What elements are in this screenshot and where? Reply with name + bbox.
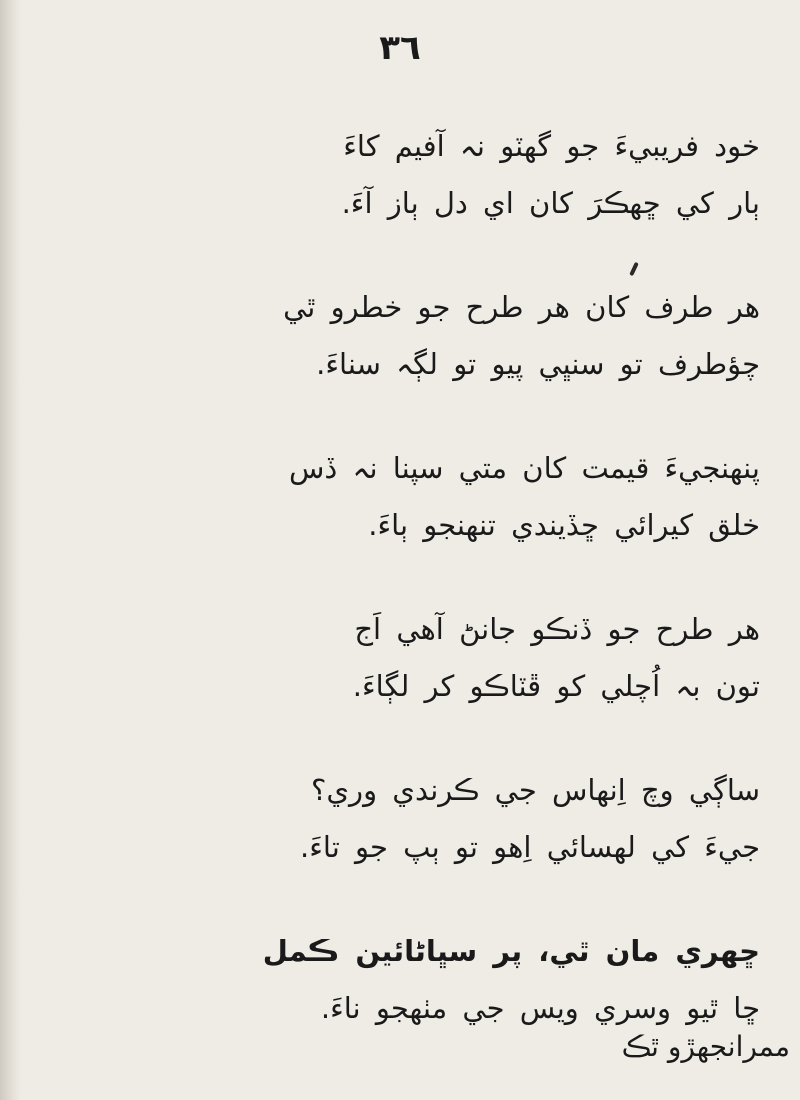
page-number: ٣٦ [379, 28, 421, 68]
verse-line: خلق کيرائي ڇڏيندي تنهنجو ٻاءَ. [368, 508, 760, 542]
stanza-5 [40, 762, 760, 876]
verse-line: چؤطرف تو سنڀي پيو تو لڳہ سناءَ. [316, 347, 760, 381]
stanza-6 [40, 923, 760, 1037]
verse-line: ٻار کي ڇهڪرَ کان اي دل ٻاز آءَ. [341, 186, 760, 220]
verse-line: ڇا ٿيو وسري ويس جي مٺهجو ناءَ. [320, 991, 760, 1025]
stanza-4 [40, 601, 760, 715]
verse-line: ڇهري مان ٿي، پر سڀاڻائين ڪمل [262, 934, 760, 968]
stanza-1 [40, 118, 760, 232]
verse-line: هر طرف کان هر طرح جو خطرو ٿي [283, 290, 760, 324]
page-binding-edge [0, 0, 22, 1100]
verse-line: تون بہ اُچلي کو ڦٽاڪو کر لڳاءَ. [352, 669, 760, 703]
verse-line: پنهنجيءَ قيمت کان متي سپنا نہ ڏس [288, 451, 760, 485]
verse-line: خود فريبيءَ جو گهٽو نہ آفيم کاءَ [343, 129, 760, 163]
stanza-3 [40, 440, 760, 554]
verse-line: ساڳي وچ اِنهاس جي ڪرندي وري؟ [310, 773, 760, 807]
catchword: ممرانجهڙو ٿڪ [621, 1030, 790, 1063]
verse-line: هر طرح جو ڏنڪو جانڻ آهي اَج [354, 612, 760, 646]
poem-body [40, 118, 760, 1084]
verse-line: جيءَ کي لهسائي اِهو تو ٻپ جو تاءَ. [300, 830, 760, 864]
stanza-2 [40, 279, 760, 393]
